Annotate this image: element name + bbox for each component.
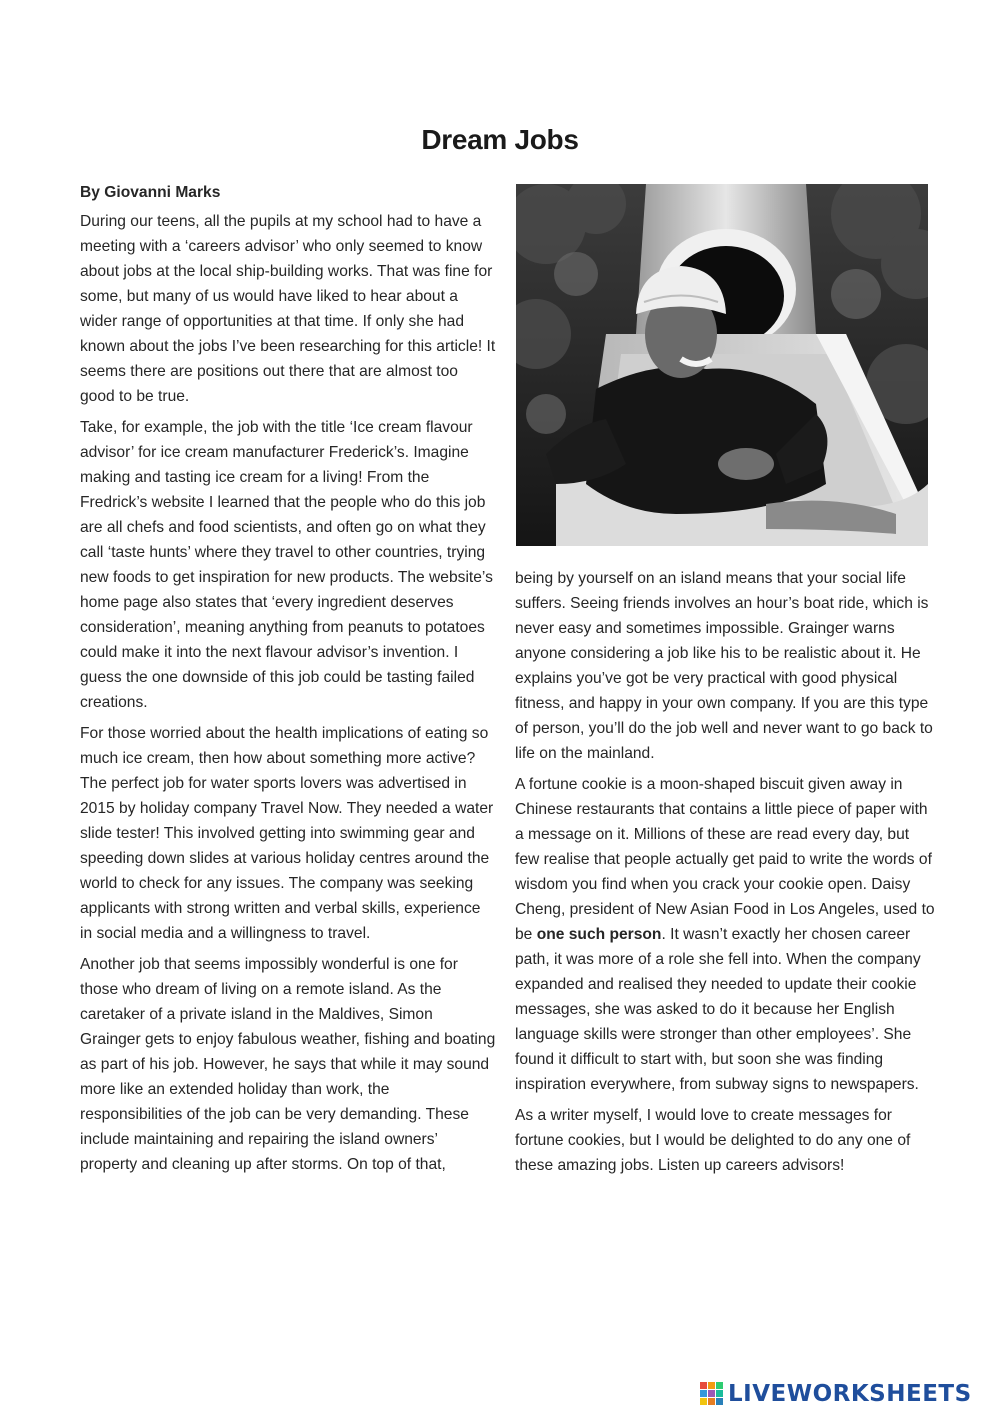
fortune-cookie-text-before: A fortune cookie is a moon-shaped biscuit given away in Chinese restaurants that contains a little piece of paper with a message on it. Millions of these are read every day, but few realise that people actually get paid to write the words of wisdom you find when you crack your cookie open. Daisy Cheng, president of New Asian Food in Los Angeles, used to be [515, 776, 935, 943]
liveworksheets-logo-icon [700, 1382, 724, 1406]
water-slide-photo-illustration [516, 184, 928, 546]
byline: By Giovanni Marks [80, 184, 221, 201]
water-slide-photo [516, 184, 928, 546]
paragraph-fortune-cookie [515, 772, 935, 1097]
paragraph-island: Another job that seems impossibly wonderful is one for those who dream of living on a remote island. As the caretaker of a private island in the Maldives, Simon Grainger gets to enjoy fabulous weather, fishing and boating as part of his job. However, he says that while it may sound more like an extended holiday than work, the responsibilities of the job can be very demanding. These include maintaining and repairing the island owners’ property and cleaning up after storms. On top of that, [80, 956, 496, 1173]
paragraph-ice-cream: Take, for example, the job with the title ‘Ice cream flavour advisor’ for ice cream manufacturer Frederick’s. Imagine making and tasting ice cream for a living! From the Fredrick’s website I learned that the people who do this job are all chefs and food scientists, and often go on what they call ‘taste hunts’ where they travel to other countries, trying new foods to get inspiration for new products. The website’s home page also states that ‘every ingredient deserves consideration’, meaning anything from peanuts to potatoes could make it into the next flavour advisor’s invention. I guess the one downside of this job could be tasting failed creations. [80, 419, 493, 711]
article-title: Dream Jobs [421, 124, 579, 155]
paragraph-water-slide: For those worried about the health implications of eating so much ice cream, then how about something more active? The perfect job for water sports lovers was advertised in 2015 by holiday company Travel Now. They needed a water slide tester! This involved getting into swimming gear and speeding down slides at various holiday centres around the world to check for any issues. The company was seeking applicants with strong written and verbal skills, experience in social media and a willingness to travel. [80, 725, 494, 942]
article-right-column [515, 566, 935, 1184]
liveworksheets-logo-text: LIVEWORKSHEETS [728, 1381, 972, 1407]
paragraph-intro: During our teens, all the pupils at my school had to have a meeting with a ‘careers advisor’ who only seemed to know about jobs at the local ship-building works. That was fine for some, but many of us would have liked to hear about a wider range of opportunities at that time. If only she had known about the jobs I’ve been researching for this article! It seems there are positions out there that are almost too good to be true. [80, 213, 496, 405]
liveworksheets-logo[interactable] [700, 1380, 972, 1408]
fortune-cookie-text-after: . It wasn’t exactly her chosen career path, it was more of a role she fell into. When the company expanded and realised they needed to update their cookie messages, she was asked to do it because her English language skills were stronger than other employees’. She found it difficult to start with, but soon she was finding inspiration everywhere, from subway signs to newspapers. [515, 926, 921, 1093]
paragraph-conclusion: As a writer myself, I would love to create messages for fortune cookies, but I would be delighted to do any one of these amazing jobs. Listen up careers advisors! [515, 1107, 911, 1174]
article-left-column [80, 180, 496, 1183]
bold-phrase: one such person [536, 926, 662, 943]
paragraph-island-continued: being by yourself on an island means that your social life suffers. Seeing friends involves an hour’s boat ride, which is never easy and sometimes impossible. Grainger warns anyone considering a job like his to be realistic about it. He explains you’ve got be very practical with good physical fitness, and happy in your own company. If you are this type of person, you’ll do the job well and never want to go back to life on the mainland. [515, 570, 933, 762]
